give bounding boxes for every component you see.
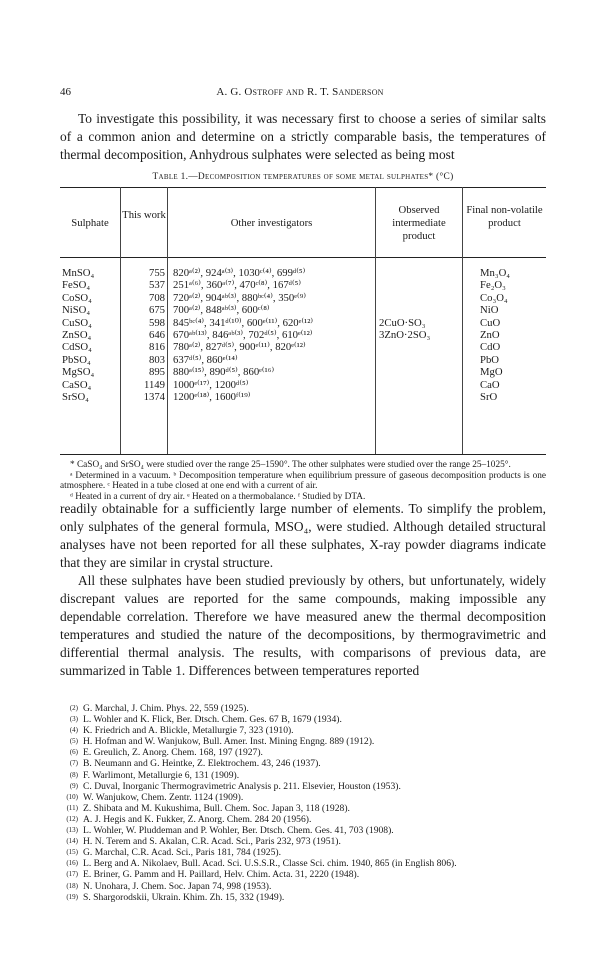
footnote-star: * CaSO₄ and SrSO₄ were studied over the range 25–1590°. The other sulphates were studied over the range 25–1025°. xyxy=(70,460,511,470)
cell-this-work: 598 xyxy=(148,316,165,329)
cell-sulphate: ZnSO₄ xyxy=(62,328,92,341)
cell-this-work: 803 xyxy=(148,353,165,366)
cell-this-work: 895 xyxy=(148,366,165,379)
reference-text: K. Friedrich and A. Blickle, Metallurgie 7, 323 (1910). xyxy=(83,725,294,737)
reference-text: E. Briner, G. Pamm and H. Paillard, Helv. Chim. Acta. 31, 2220 (1948). xyxy=(83,869,360,881)
cell-final: ZnO xyxy=(480,328,500,341)
cell-sulphate: CaSO₄ xyxy=(62,378,92,391)
reference-text: L. Wohler, W. Pluddeman and P. Wohler, Ber. Dtsch. Chem. Ges. 41, 703 (1908). xyxy=(83,825,394,837)
reference-number: (5) xyxy=(69,737,78,746)
table-footnotes xyxy=(60,460,546,502)
reference-text: A. J. Hegis and K. Fukker, Z. Anorg. Chem. 284 20 (1956). xyxy=(83,813,312,825)
reference-text: Z. Shibata and M. Kukushima, Bull. Chem. Soc. Japan 3, 118 (1928). xyxy=(83,802,350,814)
header-final-product: Final non-volatile product xyxy=(466,204,543,229)
reference-list xyxy=(60,703,550,903)
cell-other: 780ᵃ⁽²⁾, 827ᵈ⁽⁵⁾, 900ᵉ⁽¹¹⁾, 820ᵉ⁽¹²⁾ xyxy=(173,341,306,354)
intro-paragraph: To investigate this possibility, it was necessary first to choose a series of similar salts of a common anion and determine on a strictly comparable basis, the temperatures of thermal decomposition, Anhydrous sulphates were selected as being most xyxy=(60,111,546,163)
reference-text: H. N. Terem and S. Akalan, C.R. Acad. Sci., Paris 232, 973 (1951). xyxy=(83,836,341,848)
cell-final: Fe₂O₃ xyxy=(480,279,506,292)
cell-other: 1000ᵉ⁽¹⁷⁾, 1200ᵈ⁽⁵⁾ xyxy=(173,378,249,391)
cell-other: 1200ᵉ⁽¹⁸⁾, 1600ᶠ⁽¹⁹⁾ xyxy=(173,390,251,403)
reference-number: (11) xyxy=(66,803,78,812)
cell-sulphate: CoSO₄ xyxy=(62,291,92,304)
table-caption: Table 1.—Decomposition temperatures of some metal sulphates* (°C) xyxy=(152,172,454,182)
reference-number: (19) xyxy=(66,892,78,901)
reference-number: (9) xyxy=(69,781,78,790)
table-top-rule xyxy=(60,187,546,188)
reference-text: E. Greulich, Z. Anorg. Chem. 168, 197 (1927). xyxy=(83,747,263,759)
reference-item xyxy=(60,836,550,847)
reference-text: S. Shargorodskii, Ukrain. Khim. Zh. 15, 332 (1949). xyxy=(83,891,285,903)
reference-text: C. Duval, Inorganic Thermogravimetric Analysis p. 211. Elsevier, Houston (1953). xyxy=(83,780,401,792)
cell-observed xyxy=(379,267,461,279)
cell-sulphate: SrSO₄ xyxy=(62,390,89,403)
reference-text: L. Wohler and K. Flick, Ber. Dtsch. Chem. Ges. 67 B, 1679 (1934). xyxy=(83,714,342,726)
footnote-abc: ᵃ Determined in a vacuum. ᵇ Decomposition temperature when equilibrium pressure of gaseous decomposition products is one atmosphere. ᶜ Heated in a tube closed at one end with a current of air. xyxy=(60,470,546,492)
cell-sulphate: MnSO₄ xyxy=(62,267,95,279)
reference-item xyxy=(60,725,550,736)
reference-item xyxy=(60,747,550,758)
reference-number: (4) xyxy=(69,726,78,735)
page-number: 46 xyxy=(60,86,71,98)
cell-this-work: 755 xyxy=(148,267,165,279)
table-bottom-rule xyxy=(60,454,546,455)
cell-other: 670ᵃᵇ⁽¹³⁾, 846ᵃᵇ⁽³⁾, 702ᵈ⁽⁵⁾, 610ᵉ⁽¹²⁾ xyxy=(173,328,313,341)
reference-item xyxy=(60,881,550,892)
cell-this-work: 537 xyxy=(148,279,165,292)
cell-this-work: 675 xyxy=(148,304,165,317)
cell-sulphate: CdSO₄ xyxy=(62,341,92,354)
cell-final: CaO xyxy=(480,378,500,391)
cell-other: 637ᵈ⁽⁵⁾, 860ᵉ⁽¹⁴⁾ xyxy=(173,353,238,366)
cell-this-work: 1374 xyxy=(143,390,165,403)
reference-number: (2) xyxy=(69,704,78,712)
reference-number: (8) xyxy=(69,770,78,779)
cell-final: PbO xyxy=(480,353,500,366)
cell-other: 880ᵃ⁽¹⁵⁾, 890ᵈ⁽⁵⁾, 860ᵉ⁽¹⁶⁾ xyxy=(173,366,275,379)
page-header xyxy=(60,86,540,100)
reference-item xyxy=(60,858,550,869)
reference-item xyxy=(60,847,550,858)
reference-item xyxy=(60,736,550,747)
reference-number: (16) xyxy=(66,859,78,868)
reference-text: N. Unohara, J. Chem. Soc. Japan 74, 998 (1953). xyxy=(83,880,272,892)
reference-number: (15) xyxy=(66,848,78,857)
cell-observed xyxy=(379,379,461,391)
reference-number: (18) xyxy=(66,881,78,890)
body-paragraph: All these sulphates have been studied previously by others, but unfortunately, widely discrepant values are reported for the same compounds, making impossible any dependable correlation. Therefore we have measured anew the thermal decomposition temperatures and studied the nature of the decompositions, by thermogravimetric and differential thermal analysis. The results, with comparisons of previous data, are summarized in Table 1. Differences between temperatures reported xyxy=(60,573,546,679)
cell-observed: 3ZnO·2SO₃ xyxy=(379,328,431,341)
column-other-investigators xyxy=(173,267,373,403)
reference-item xyxy=(60,792,550,803)
cell-final: CuO xyxy=(480,316,501,329)
reference-number: (6) xyxy=(69,748,78,757)
reference-number: (12) xyxy=(66,814,78,823)
cell-other: 845ᵇᶜ⁽⁴⁾, 341ᵈ⁽¹⁰⁾, 600ᵉ⁽¹¹⁾, 620ᵉ⁽¹²⁾ xyxy=(173,316,314,329)
header-this-work: This work xyxy=(122,209,166,221)
reference-text: H. Hofman and W. Wanjukow, Bull. Amer. Inst. Mining Engng. 889 (1912). xyxy=(83,736,375,748)
cell-final: Co₃O₄ xyxy=(480,291,508,304)
reference-item xyxy=(60,803,550,814)
cell-observed xyxy=(379,292,461,304)
cell-other: 251ᵃ⁽⁶⁾, 360ᵃ⁽⁷⁾, 470ᶜ⁽⁸⁾, 167ᵈ⁽⁵⁾ xyxy=(173,279,301,292)
reference-item xyxy=(60,825,550,836)
cell-sulphate: PbSO₄ xyxy=(62,353,91,366)
reference-item xyxy=(60,714,550,725)
cell-this-work: 1149 xyxy=(144,378,165,391)
reference-number: (14) xyxy=(66,837,78,846)
column-sulphate xyxy=(62,267,120,403)
reference-number: (3) xyxy=(69,715,78,724)
cell-this-work: 646 xyxy=(148,328,165,341)
body-paragraph: readily obtainable for a sufficiently large number of elements. To simplify the problem, only sulphates of the general formula, MSO₄, were studied. Although detailed structural analyses have not been reported for all these sulphates, X-ray powder diagrams indicate that they are similar in crystal structure. xyxy=(60,501,546,571)
cell-observed xyxy=(379,304,461,316)
cell-observed xyxy=(379,366,461,378)
reference-number: (7) xyxy=(69,759,78,768)
cell-other: 720ᵃ⁽²⁾, 904ᵃᵇ⁽³⁾, 880ᵇᶜ⁽⁴⁾, 350ᵉ⁽⁹⁾ xyxy=(173,291,306,304)
cell-other: 700ᵃ⁽²⁾, 848ᵃᵇ⁽³⁾, 600ᶜ⁽⁸⁾ xyxy=(173,304,270,317)
cell-observed xyxy=(379,341,461,353)
column-final-product xyxy=(480,267,544,403)
reference-text: G. Marchal, C.R. Acad. Sci., Paris 181, 784 (1925). xyxy=(83,847,281,859)
header-other-investigators: Other investigators xyxy=(230,217,313,229)
cell-observed xyxy=(379,391,461,403)
reference-text: G. Marchal, J. Chim. Phys. 22, 559 (1925). xyxy=(83,703,249,714)
cell-observed xyxy=(379,279,461,291)
column-observed-product xyxy=(379,267,461,403)
reference-item xyxy=(60,892,550,903)
reference-item xyxy=(60,869,550,880)
cell-final: NiO xyxy=(480,304,499,317)
reference-text: L. Berg and A. Nikolaev, Bull. Acad. Sci. U.S.S.R., Classe Sci. chim. 1940, 865 (in English 806). xyxy=(83,858,457,870)
table-header-rule xyxy=(60,257,546,258)
running-head: A. G. Ostroff and R. T. Sanderson xyxy=(216,86,384,98)
cell-observed: 2CuO·SO₃ xyxy=(379,316,426,329)
reference-number: (17) xyxy=(66,870,78,879)
cell-final: CdO xyxy=(480,341,501,354)
cell-sulphate: FeSO₄ xyxy=(62,279,91,292)
reference-item xyxy=(60,781,550,792)
reference-item xyxy=(60,814,550,825)
cell-sulphate: NiSO₄ xyxy=(62,304,91,317)
reference-text: F. Warlimont, Metallurgie 6, 131 (1909). xyxy=(83,769,240,781)
reference-item xyxy=(60,703,550,714)
reference-number: (10) xyxy=(66,792,78,801)
cell-this-work: 816 xyxy=(148,341,165,354)
reference-item xyxy=(60,770,550,781)
cell-final: Mn₃O₄ xyxy=(480,267,511,279)
cell-final: MgO xyxy=(480,366,503,379)
cell-other: 820ᵃ⁽²⁾, 924ᵃ⁽³⁾, 1030ᶜ⁽⁴⁾, 699ᵈ⁽⁵⁾ xyxy=(173,267,306,279)
reference-text: W. Wanjukow, Chem. Zentr. 1124 (1909). xyxy=(83,791,244,803)
cell-sulphate: CuSO₄ xyxy=(62,316,92,329)
reference-item xyxy=(60,758,550,769)
reference-text: B. Neumann and G. Heintke, Z. Elektrochem. 43, 246 (1937). xyxy=(83,758,321,770)
sulphates-table xyxy=(60,187,546,455)
cell-this-work: 708 xyxy=(148,291,165,304)
header-sulphate: Sulphate xyxy=(71,217,109,229)
header-observed-product: Observed intermediate product xyxy=(392,204,446,242)
cell-sulphate: MgSO₄ xyxy=(62,366,95,379)
cell-observed xyxy=(379,354,461,366)
reference-number: (13) xyxy=(66,826,78,835)
cell-final: SrO xyxy=(480,390,498,403)
footnote-def: ᵈ Heated in a current of dry air. ᵉ Heated on a thermobalance. ᶠ Studied by DTA. xyxy=(70,491,366,502)
column-this-work xyxy=(121,267,165,403)
